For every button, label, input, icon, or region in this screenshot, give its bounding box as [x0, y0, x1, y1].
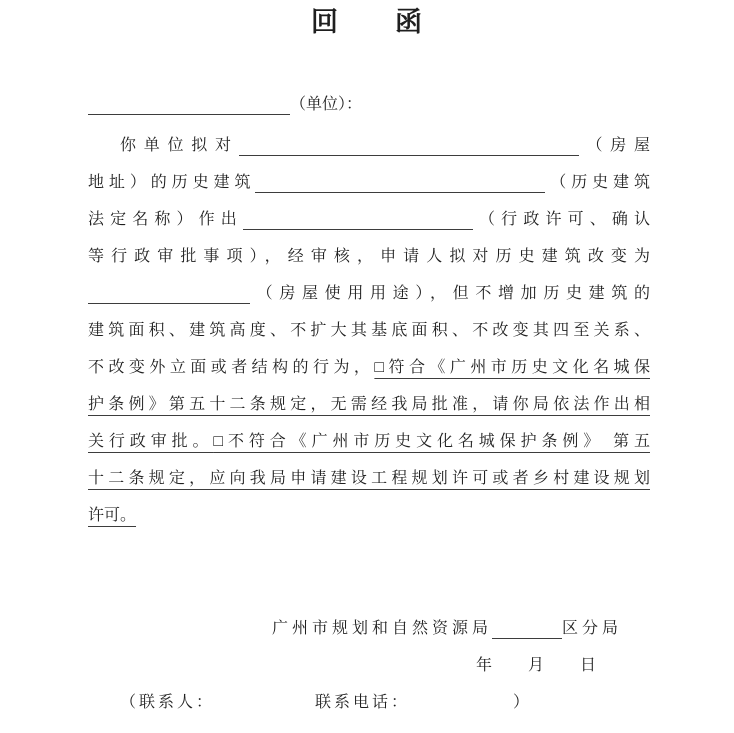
body-line-8 [88, 386, 650, 423]
contact-line [0, 684, 734, 721]
contact-phone-label: 联系电话： [315, 694, 411, 711]
date-month-label: 月 [527, 657, 544, 674]
underlined-clause-conform [374, 359, 650, 376]
body-line-4 [88, 238, 650, 275]
date-line [0, 647, 734, 684]
line1-text: 你单位拟对 [120, 137, 239, 154]
line3-paren: （行政许可、确认 [472, 211, 650, 228]
salutation-label: （单位）： [290, 96, 363, 113]
line9-underlined-text-a: 关行政审批。 [88, 433, 214, 450]
spacer [215, 706, 315, 707]
blank-approval-item [243, 214, 473, 230]
body-line-6 [88, 312, 650, 349]
line4-text: 等行政审批事项），经审核，申请人拟对历史建筑改变为 [88, 248, 650, 265]
date-year-label: 年 [475, 657, 492, 674]
body-line-5 [88, 275, 650, 312]
blank-house-address [239, 140, 579, 156]
body-line-9 [88, 423, 650, 460]
line5-text: （房屋使用用途），但不增加历史建筑的 [250, 285, 650, 302]
salutation-line [88, 86, 734, 123]
line3-text: 法定名称）作出 [88, 211, 243, 228]
line1-paren: （房屋 [578, 137, 650, 154]
spacer [410, 706, 513, 707]
body-line-3 [88, 201, 650, 238]
agency-branch-suffix: 区分局 [561, 620, 622, 637]
contact-close-paren: ） [513, 694, 533, 711]
underlined-clause-nonconform [88, 433, 650, 450]
line7-underlined-text: 符合《广州市历史文化名城保 [388, 359, 650, 376]
body-line-2 [88, 164, 650, 201]
line9-underlined-text-b: 不符合《广州市历史文化名城保护条例》 第五 [227, 433, 650, 450]
contact-person-label: （联系人： [120, 694, 216, 711]
blank-building-name [255, 177, 545, 193]
body-line-10 [88, 460, 650, 497]
line7-text: 不改变外立面或者结构的行为， [88, 359, 375, 376]
date-day-label: 日 [579, 657, 596, 674]
blank-unit-name [88, 99, 290, 115]
body-line-11 [88, 497, 650, 534]
line2-text: 地址）的历史建筑 [88, 174, 256, 191]
document-title: 回 函 [311, 7, 423, 37]
checkbox-conform-icon: □ [374, 359, 389, 376]
checkbox-nonconform-icon: □ [213, 433, 228, 450]
line11-underlined-text: 许可。 [88, 507, 137, 524]
agency-name: 广州市规划和自然资源局 [271, 620, 492, 637]
letter-body [88, 127, 650, 534]
signature-line [0, 610, 734, 647]
line10-underlined-text: 十二条规定，应向我局申请建设工程规划许可或者乡村建设规划 [88, 470, 650, 487]
line2-paren: （历史建筑 [545, 174, 650, 191]
body-line-1 [88, 127, 650, 164]
blank-district [492, 623, 562, 639]
line8-underlined-text: 护条例》第五十二条规定，无需经我局批准，请你局依法作出相 [88, 396, 650, 413]
line6-text: 建筑面积、建筑高度、不扩大其基底面积、不改变其四至关系、 [88, 322, 650, 339]
blank-usage [88, 288, 250, 304]
body-line-7 [88, 349, 650, 386]
